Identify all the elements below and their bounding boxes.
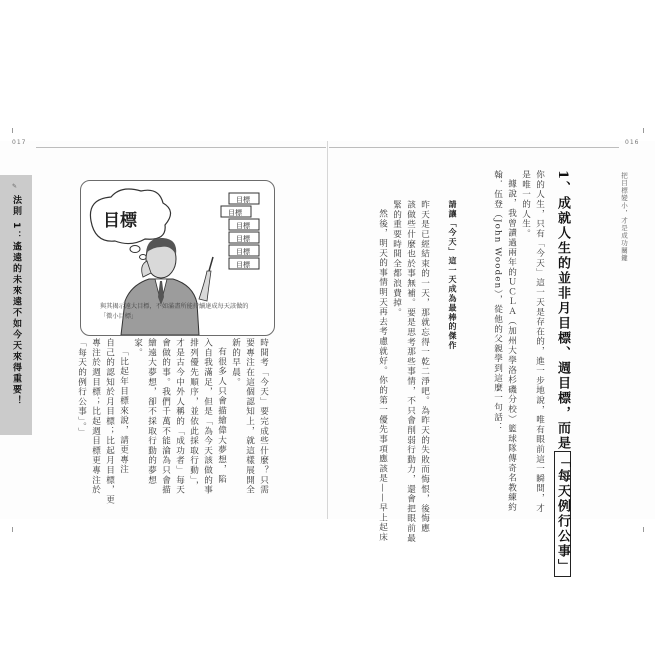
goal-box-label: 目標 [236,196,250,204]
left-page-number: 017 [12,139,27,146]
body-column: 新的早晨。 [230,338,241,387]
body-column: 時間考「今天」要完成些什麼？只需 [258,338,269,495]
goal-box-label: 目標 [236,222,250,230]
body-column: 自己的認知於月目標；比起月目標，更 [104,338,115,505]
body-column: 「比起年目標來說，請更專注 [118,347,129,475]
body-column: 有很多人只會描繪偉大夢想，陷 [216,347,227,485]
section-heading [553,170,572,577]
body-column: 會做的事。我們千萬不能淪為只會描 [160,338,171,495]
section-heading-boxed: 「每天例行公事」 [554,451,571,577]
body-column: 該做些什麼也於事無補。要是思考那些事情，不只會削弱行動力，還會把眼前最 [405,200,416,543]
intro-column: 你的人生，只有「今天」這一天是存在的，進一步地說，唯有眼前這一瞬間，才 [534,170,545,513]
body-column: 排列優先順序，並依此採取行動」， [188,338,199,491]
section-heading-text: 1、成就人生的並非月目標、週目標，而是 [555,170,570,452]
sidebar-ornament-icon: ✎ [12,183,18,190]
body-column: 家。 [132,338,143,358]
body-column: 入自我滿足，但是「為今天該做的事 [202,338,213,495]
goal-box-label: 目標 [236,248,250,256]
body-column: 緊的重要時間全都浪費掉。 [391,200,402,318]
crop-mark [643,128,644,133]
goal-box-label: 目標 [236,235,250,243]
sidebar-title: 法則 1：遙遠的未來遠不如今天來得重要！ [11,195,21,407]
body-column: 昨天是已經結束的一天，那就忘得一乾二淨吧。為昨天的失敗而悔恨，後悔應 [419,200,430,534]
body-column: 然後，明天的事情明天再去考慮就好。你的第一優先事項應該是——早上起床 [377,209,388,543]
illustration-caption-line2: 「微小目標」 [100,313,138,320]
intro-column: 據說，我曾讀過兩年的ＵＣＬＡ（加州大學洛杉磯分校）籃球隊傳奇名教練約 [506,179,517,513]
body-column: 才是古今中外人稱的「成功者」每天 [174,338,185,495]
book-spine [327,141,328,519]
right-header-rule [329,147,619,148]
body-column: 「每天的例行公事」。」 [76,338,87,438]
running-head: 把目標變小，才是成功關鍵 [620,172,628,262]
body-column: 要專注在這個認知上，就這樣展開全 [244,338,255,495]
crop-mark [643,527,644,532]
intro-column: 是唯一的人生。 [520,170,531,239]
illustration-caption-line1: 與其揭示遠大目標，不如滿盡所能持續達成每天該做的 [100,303,249,310]
body-column: 專注於週目標；比起週目標更專注於 [90,338,101,495]
intro-column: 翰．伍登（John Wooden），從他的父親學到這麼一句話： [492,170,503,433]
goal-box-label: 目標 [228,209,242,217]
bubble-label: 目標 [103,211,137,231]
crop-mark [12,128,13,133]
body-column: 繪遠大夢想，卻不採取行動的夢想 [146,338,157,485]
subheading: 請讓「今天」這一天成為最棒的傑作 [448,200,458,351]
crop-mark [12,527,13,532]
left-header-rule [36,147,326,148]
right-page-number: 016 [625,139,640,146]
goal-box-label: 目標 [236,261,250,269]
